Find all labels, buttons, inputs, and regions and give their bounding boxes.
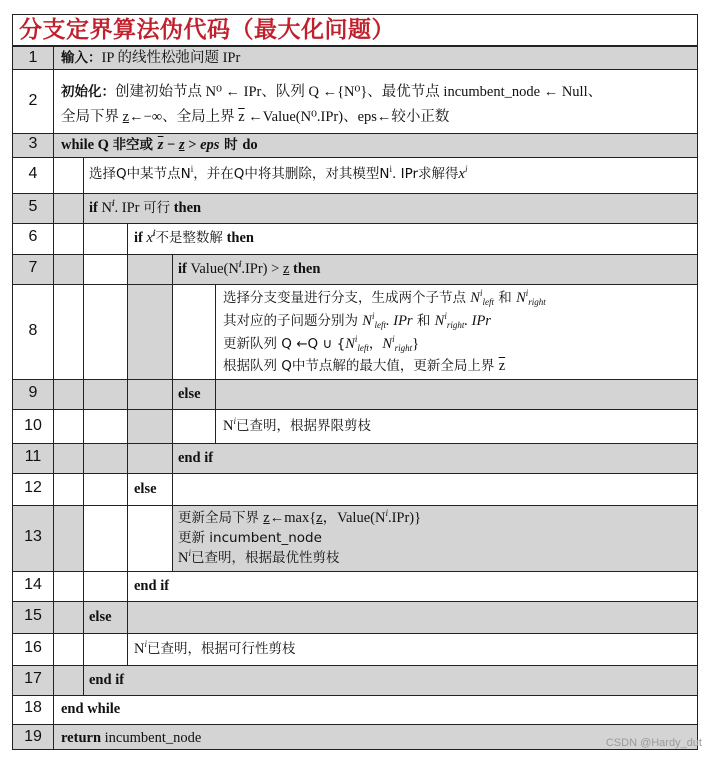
line-11-endif: end if — [178, 450, 214, 466]
pseudocode-table — [12, 46, 698, 750]
line-8-2: 其对应的子问题分别为 $N^i_{left}$. IPr 和 $N^i_{right}$. IPr — [223, 311, 491, 330]
row-number: 6 — [28, 228, 38, 245]
indent-fill-10 — [172, 409, 215, 443]
cell-13-indent — [127, 505, 172, 571]
watermark: CSDN @Hardy_dut — [605, 737, 702, 749]
row-number: 7 — [28, 259, 38, 276]
row-number: 14 — [24, 576, 42, 593]
line-10: $N^i$已查明，根据界限剪枝 — [223, 416, 371, 434]
page-title: 分支定界算法伪代码（最大化问题） — [12, 14, 698, 46]
row-number: 18 — [24, 699, 42, 716]
indent-fill-8 — [172, 284, 215, 379]
row-number: 12 — [24, 479, 42, 496]
indent-fill-16 — [83, 633, 127, 665]
row-number: 11 — [24, 448, 42, 465]
line-13-3: $N^i$已查明，根据最优性剪枝 — [178, 548, 340, 566]
line-2a: 初始化：创建初始节点 N⁰ ← IPr、队列 Q ←{N⁰}、最优节点 incumbent_node ← Null、 — [61, 84, 603, 100]
line-6-if: if $x^i$不是整数解 then — [134, 228, 254, 246]
line-2b: 全局下界 z←−∞、全局上界 $\overline{z}$ ←Value(N⁰.IPr)、eps←较小正数 — [61, 109, 450, 125]
line-17-endif: end if — [89, 672, 125, 688]
cell-18 — [53, 695, 697, 724]
line-4: 选择Q中某节点$N^i$，并在Q中将其删除，对其模型$N^i$. IPr求解得$x^i$ — [89, 164, 468, 182]
cell-14 — [127, 571, 697, 601]
row-number: 2 — [28, 92, 38, 109]
row-shade-9 — [13, 379, 697, 409]
line-7-if: if $Value(N^i.IPr) > z$ then — [178, 259, 321, 277]
row-shade-11 — [13, 443, 697, 473]
row-number: 3 — [28, 135, 38, 152]
line-3-while: while Q 非空或 $\overline{z} - z$ > eps 时 do — [61, 137, 258, 153]
line-8-3: 更新队列 Q ←Q ∪ {$N^i_{left}$，$N^i_{right}$} — [223, 334, 420, 353]
row-number: 1 — [28, 49, 38, 66]
line-16: $N^i$已查明，根据可行性剪枝 — [134, 639, 296, 657]
line-8-1: 选择分支变量进行分支，生成两个子节点 $N^i_{left}$ 和 $N^i_{right}$ — [223, 288, 546, 307]
line-9-else: else — [178, 386, 201, 402]
cell-12 — [127, 473, 697, 505]
line-19-return: return incumbent_node — [61, 730, 202, 746]
row-number: 9 — [28, 384, 38, 401]
line-15-else: else — [89, 609, 112, 625]
line-5-if: if $N^i$. IPr 可行 then — [89, 198, 202, 216]
line-1: 输入：IP 的线性松弛问题 IPr — [61, 50, 241, 66]
indent-fill-6-7 — [83, 223, 127, 363]
row-number: 5 — [28, 198, 38, 215]
line-12-else: else — [134, 481, 157, 497]
row-number: 17 — [24, 670, 42, 687]
indent-fill-12-14 — [83, 473, 127, 601]
row-number: 13 — [24, 528, 42, 545]
line-8-4: 根据队列 Q中节点解的最大值，更新全局上界 $\overline{z}$ — [223, 358, 506, 374]
row-number: 8 — [28, 322, 38, 339]
row-number: 4 — [28, 165, 38, 182]
row-number: 16 — [24, 639, 42, 656]
row-number: 19 — [24, 728, 42, 745]
row-number: 15 — [24, 607, 42, 624]
line-13-2: 更新 incumbent_node — [178, 530, 322, 546]
row-shade-15 — [13, 601, 697, 633]
line-14-endif: end if — [134, 578, 170, 594]
row-number: 10 — [24, 417, 42, 434]
line-18-endwhile: end while — [61, 701, 121, 717]
line-13-1: 更新全局下界 z←max{z，$Value(N^i.IPr)$} — [178, 508, 422, 526]
